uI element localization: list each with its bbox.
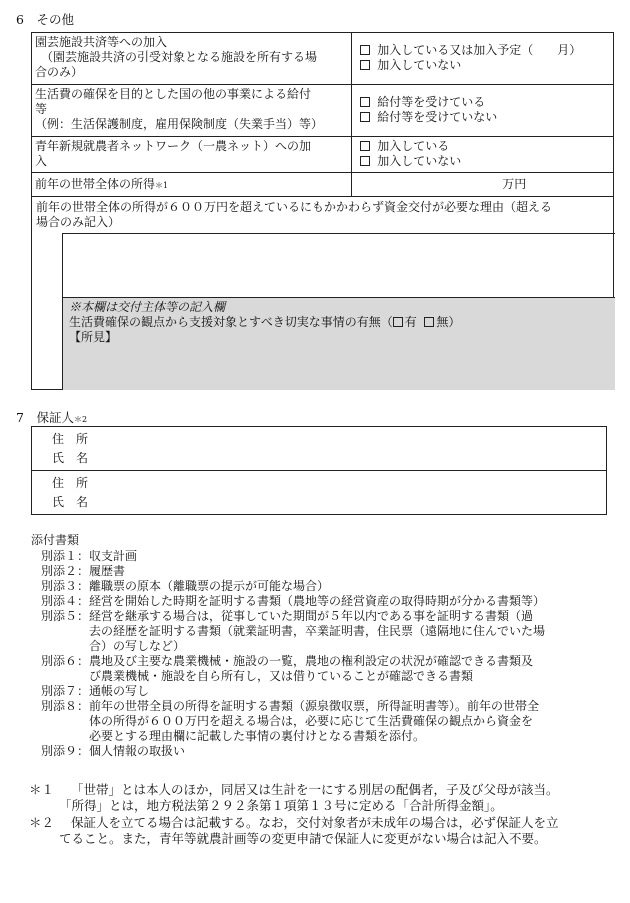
footnote-text [59,815,559,847]
income-row [32,173,614,197]
benefit-label [32,85,352,137]
attachment-line: 必要とする理由欄に記載した事情の裏付けとなる書類を添付。 [89,729,426,744]
option-not-receiving[interactable] [360,110,610,125]
reason-cell [32,197,614,390]
reason-input-box[interactable] [62,233,615,297]
attachment-label: 別添９： [41,744,90,759]
guarantor-row [32,427,607,471]
income-label-text: 前年の世帯全体の所得 [35,176,156,191]
footnote-item [29,782,599,814]
attachment-line: 経営を継承する場合は，従事していた期間が５年以内である事を証明する書類（過 [89,609,534,624]
option-label: 給付等を受けている [377,95,486,109]
footnote-mark: ＊1 [155,180,169,190]
attachment-text [89,744,185,759]
label-line: （例：生活保護制度，雇用保険制度（失業手当）等） [35,117,324,131]
official-urgency-line [69,315,609,330]
label-line: 前年の世帯全体の所得が６００万円を超えているにもかかわらず資金交付が必要な理由（超える [36,200,553,214]
checkbox[interactable] [360,156,370,166]
attachments-title: 添付書類 [31,533,80,547]
section7-title-text: 7 保証人 [16,410,74,425]
attachment-item [41,684,591,699]
option-network-not-joined[interactable] [360,154,610,169]
attachment-line: び農業機械・施設を自ら所有し，又は借りていることが確認できる書類 [89,669,474,684]
footnote-mark: ＊２ [29,815,55,830]
attachment-line: 収支計画 [89,549,138,564]
footnote-line: 「所得」とは，地方税法第２９２条第１項第１３号に定める「合計所得金額」。 [59,798,503,813]
attachment-item [41,654,591,684]
section7-title [16,410,87,425]
footnote-line: てること。また，青年等就農計画等の変更申請で保証人に変更がない場合は記入不要。 [59,831,547,846]
checkbox[interactable] [360,112,370,122]
option-not-joined[interactable] [360,58,610,73]
network-options [352,137,614,173]
attachment-item [41,564,591,579]
option-network-joined[interactable] [360,139,610,154]
attachment-label: 別添７： [41,684,90,699]
attachment-label: 別添６： [41,654,90,669]
other-info-table [31,32,614,390]
network-label [32,137,352,173]
checkbox[interactable] [360,141,370,151]
attachment-line: 前年の世帯全員の所得を証明する書類（源泉徴収票，所得証明書等）。前年の世帯全 [89,699,540,714]
attachment-text [89,564,125,579]
label-line: 入 [35,154,48,168]
footnote-line: 「世帯」とは本人のほか，同居又は生計を一にする別居の配偶者，子及び父母が該当。 [71,782,559,797]
option-label: 加入している [377,139,450,153]
income-label [32,173,352,197]
option-label: 加入している又は加入予定（ 月） [377,43,582,57]
guarantor-table [31,426,607,515]
label-line: 場合のみ記入） [36,215,121,229]
checkbox[interactable] [360,60,370,70]
attachment-item [41,609,591,654]
income-value-cell[interactable] [352,173,614,197]
attachments-section [31,533,591,759]
mutual-aid-row [32,33,614,85]
attachment-line: 農地及び主要な農業機械・施設の一覧，農地の権利設定の状況が確認できる書類及 [89,654,534,669]
guarantor-row [32,471,607,515]
attachment-line: 個人情報の取扱い [89,744,186,759]
attachment-text [89,579,329,594]
label-line: 等 [35,102,48,116]
checkbox[interactable] [360,97,370,107]
attachment-line: 離職票の原本（離職票の提示が可能な場合） [89,579,330,594]
footnote-item [29,815,599,847]
footnote-text [59,782,559,814]
attachment-label: 別添２： [41,564,90,579]
benefit-options [352,85,614,137]
yes-label: 有 [404,315,417,329]
mutual-aid-label [32,33,352,85]
address-label: 住 所 [52,432,89,446]
attachment-item [41,549,591,564]
name-label: 氏 名 [52,451,89,465]
label-line: （園芸施設共済の引受対象となる施設を所有する場 [41,50,318,64]
attachment-line: 経営を開始した時期を証明する書類（農地等の経営資産の取得時期が分かる書類等） [89,594,546,609]
footnote-mark: ＊2 [73,415,88,424]
attachment-line: 合）の写しなど） [89,639,186,654]
guarantor-1[interactable] [32,427,607,471]
attachments-list [31,549,591,759]
label-line: 生活費の確保を目的とした国の他の事業による給付 [35,87,312,101]
option-receiving[interactable] [360,95,610,110]
attachment-text [89,699,539,744]
opinion-label: 【所見】 [69,330,118,344]
attachment-item [41,579,591,594]
checkbox[interactable] [360,45,370,55]
footnote-mark: ＊１ [29,782,55,797]
attachment-label: 別添８： [41,699,90,714]
mutual-aid-options [352,33,614,85]
attachment-text [89,594,545,609]
attachment-label: 別添５： [41,609,90,624]
footnote-line: 保証人を立てる場合は記載する。なお，交付対象者が未成年の場合は，必ず保証人を立 [71,815,559,830]
checkbox[interactable] [393,317,403,327]
attachment-label: 別添１： [41,549,90,564]
name-label: 氏 名 [52,495,89,509]
network-row [32,137,614,173]
label-line: 青年新規就農者ネットワーク（一農ネット）への加 [35,139,312,153]
attachment-item [41,699,591,744]
attachment-line: 履歴書 [89,564,126,579]
attachment-label: 別添３： [41,579,90,594]
official-use-box [62,297,615,390]
option-label: 給付等を受けていない [377,110,498,124]
official-line-text: 生活費確保の観点から支援対象とすべき切実な事情の有無（ [69,315,393,329]
attachment-text [89,654,533,684]
checkbox[interactable] [424,317,434,327]
attachment-label: 別添４： [41,594,90,609]
label-line: 園芸施設共済等への加入 [35,35,168,49]
attachment-line: 去の経歴を証明する書類（就業証明書，卒業証明書，住民票（遠隔地に住んでいた場 [89,624,546,639]
footnotes [29,782,599,848]
guarantor-2[interactable] [32,471,607,515]
attachment-item [41,594,591,609]
option-label: 加入していない [377,58,462,72]
attachment-item [41,744,591,759]
label-line: 合のみ） [35,65,84,79]
attachment-text [89,549,137,564]
reason-row [32,197,614,390]
option-label: 加入していない [377,154,462,168]
section6-title: 6 その他 [16,12,74,27]
address-label: 住 所 [52,476,89,490]
attachment-line: 通帳の写し [89,684,150,699]
attachment-line: 体の所得が６００万円を超える場合は，必要に応じて生活費確保の観点から資金を [89,714,534,729]
no-label: 無） [436,315,461,329]
attachment-text [89,684,149,699]
income-unit: 万円 [502,177,527,191]
reason-label [32,197,613,230]
option-joined[interactable] [360,43,610,58]
attachment-text [89,609,545,654]
benefit-row [32,85,614,137]
official-use-title: ※本欄は交付主体等の記入欄 [69,300,226,314]
